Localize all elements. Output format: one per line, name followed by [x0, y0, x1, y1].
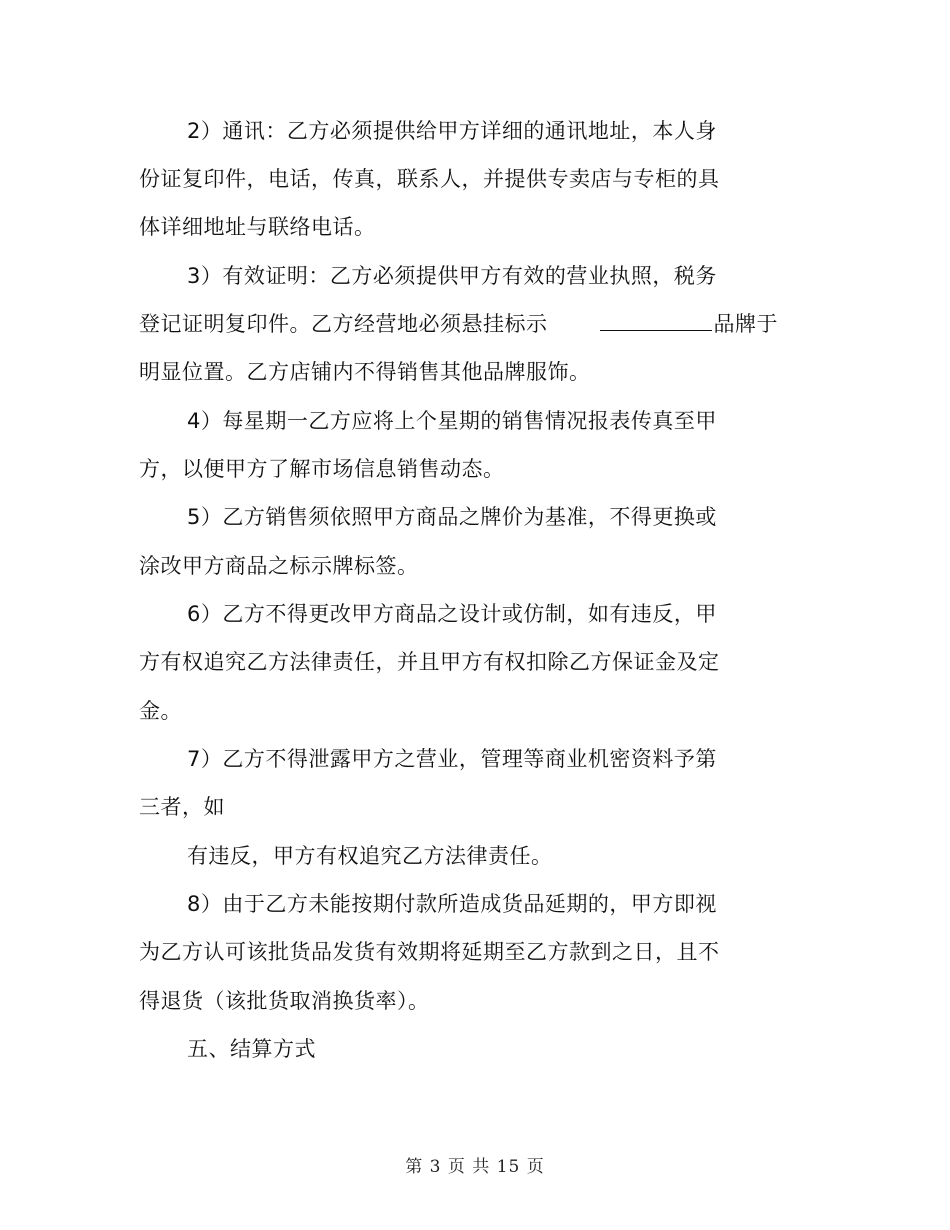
text-line: 体详细地址与联络电话。	[139, 215, 376, 239]
text-line: 三者，如	[139, 795, 225, 819]
text-segment: 登记证明复印件。乙方经营地必须悬挂标示	[139, 312, 548, 336]
text-line: 5）乙方销售须依照甲方商品之牌价为基准，不得更换或	[187, 505, 717, 529]
text-line: 8）由于乙方未能按期付款所造成货品延期的，甲方即视	[187, 892, 717, 916]
text-line	[139, 300, 778, 348]
text-line: 明显位置。乙方店铺内不得销售其他品牌服饰。	[139, 360, 591, 384]
fill-in-blank	[600, 312, 712, 331]
text-line: 2）通讯：乙方必须提供给甲方详细的通讯地址，本人身	[187, 119, 717, 143]
text-segment: 品牌于	[713, 312, 778, 336]
text-line: 涂改甲方商品之标示牌标签。	[139, 554, 419, 578]
text-line: 方，以便甲方了解市场信息销售动态。	[139, 457, 505, 481]
section-heading: 五、结算方式	[187, 1037, 316, 1061]
text-line: 为乙方认可该批货品发货有效期将延期至乙方款到之日，且不	[139, 940, 720, 964]
text-line: 6）乙方不得更改甲方商品之设计或仿制，如有违反，甲	[187, 602, 717, 626]
page-number-footer: 第 3 页 共 15 页	[405, 1157, 545, 1177]
text-line: 4）每星期一乙方应将上个星期的销售情况报表传真至甲	[187, 409, 717, 433]
text-line: 7）乙方不得泄露甲方之营业，管理等商业机密资料予第	[187, 747, 717, 771]
text-line: 方有权追究乙方法律责任，并且甲方有权扣除乙方保证金及定	[139, 650, 720, 674]
text-line: 有违反，甲方有权追究乙方法律责任。	[187, 844, 553, 868]
text-line: 得退货（该批货取消换货率）。	[139, 989, 430, 1013]
text-line: 份证复印件，电话，传真，联系人，并提供专卖店与专柜的具	[139, 167, 720, 191]
text-line: 金。	[139, 699, 182, 723]
text-line: 3）有效证明：乙方必须提供甲方有效的营业执照，税务	[187, 264, 717, 288]
